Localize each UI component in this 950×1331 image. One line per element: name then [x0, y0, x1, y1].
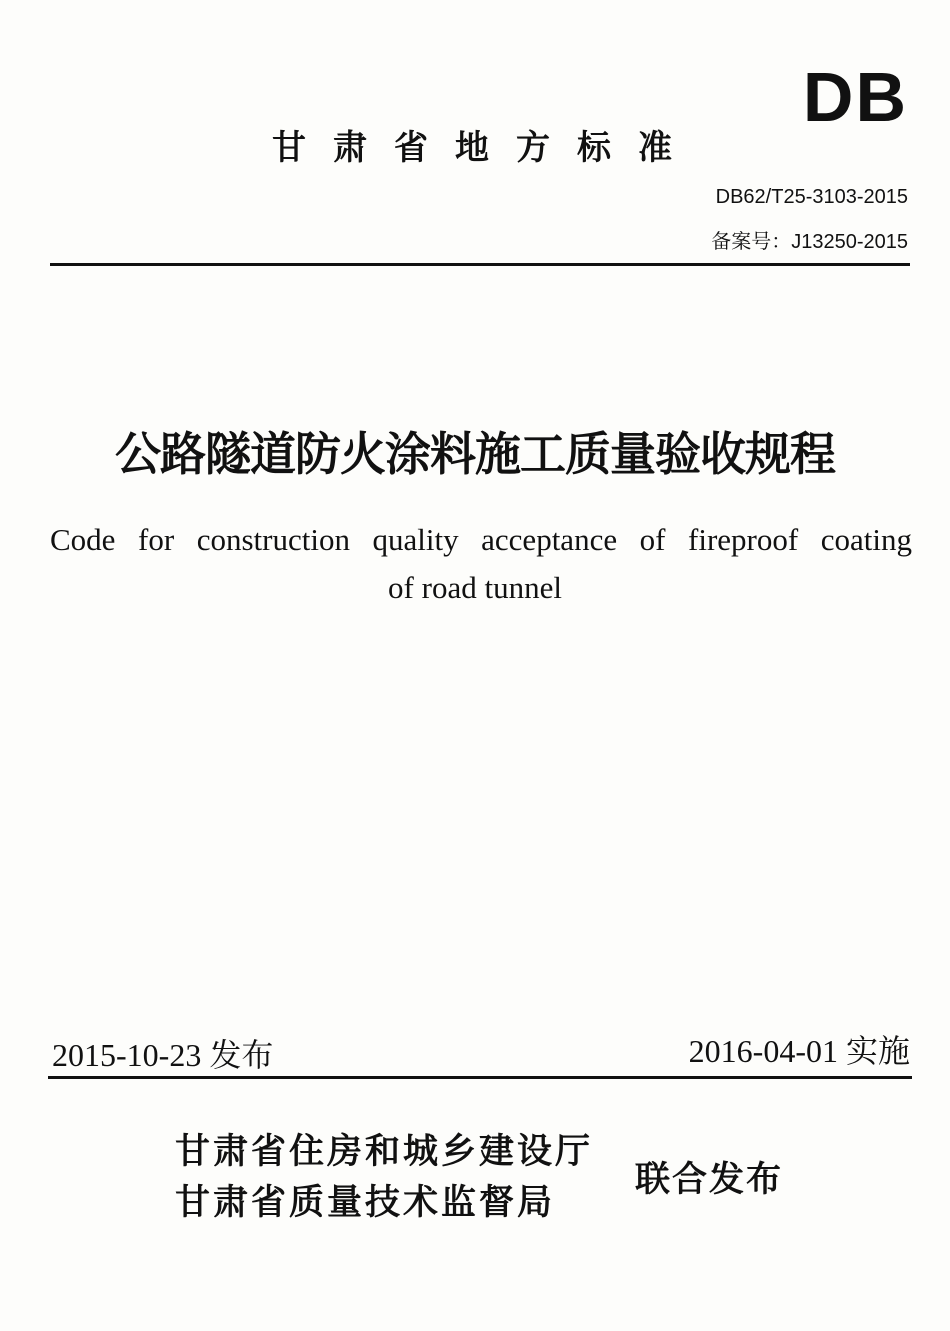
title-cn: 公路隧道防火涂料施工质量验收规程	[115, 427, 835, 481]
top-divider	[50, 263, 910, 266]
publish-date: 2015-10-23 发布	[52, 1037, 274, 1073]
record-number: 备案号：J13250-2015	[711, 231, 908, 253]
bottom-divider	[48, 1076, 912, 1079]
issuer-1: 甘肃省住房和城乡建设厅	[175, 1132, 594, 1172]
title-en-line2: of road tunnel	[388, 570, 562, 605]
issuer-2: 甘肃省质量技术监督局	[175, 1183, 556, 1223]
title-en-line1: Code for construction quality acceptance of fireproof coating	[50, 522, 912, 557]
joint-release: 联合发布	[635, 1160, 784, 1200]
standard-code: DB62/T25-3103-2015	[715, 186, 908, 208]
db-mark: DB	[802, 58, 908, 136]
implement-date: 2016-04-01 实施	[688, 1033, 910, 1069]
standard-type: 甘肃省地方标准	[272, 128, 699, 168]
